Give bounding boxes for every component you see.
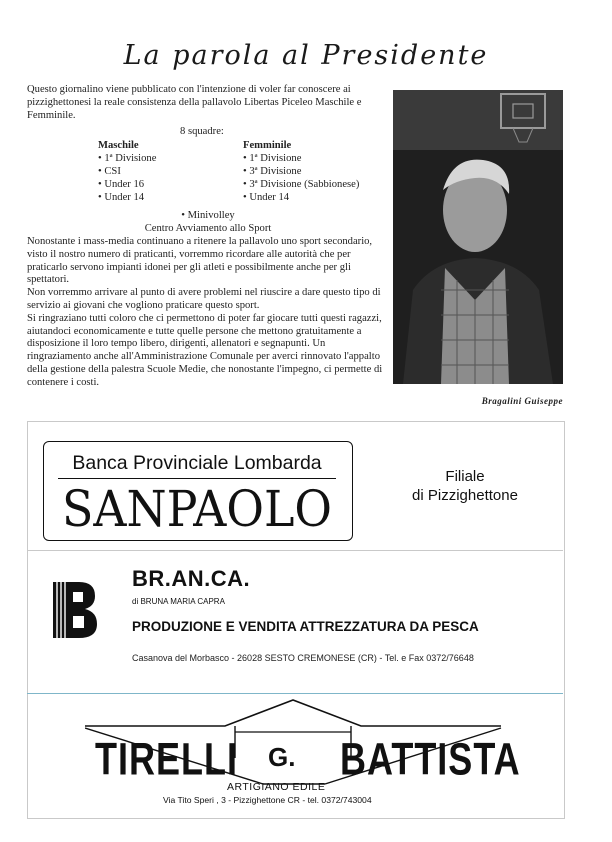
list-item: • 3ª Divisione <box>243 165 359 178</box>
tirelli-surname: BATTISTA <box>340 733 521 785</box>
list-item: • 1ª Divisione <box>98 152 156 165</box>
tirelli-subtitle: ARTIGIANO EDILE <box>227 781 326 793</box>
bank-rule <box>58 478 336 479</box>
tirelli-initial: G. <box>268 742 296 772</box>
list-item: • 3ª Divisione (Sabbionese) <box>243 178 359 191</box>
branca-description: PRODUZIONE E VENDITA ATTREZZATURA DA PESCA <box>132 619 479 634</box>
president-photo <box>393 90 563 384</box>
filiale-line: di Pizzighettone <box>412 487 518 504</box>
bank-branch <box>380 467 550 505</box>
centro-line: Centro Avviamento allo Sport <box>144 223 272 234</box>
femminile-heading: Femminile <box>243 140 292 151</box>
list-item: • 1ª Divisione <box>243 152 359 165</box>
list-item: • Under 14 <box>98 191 156 204</box>
ad-divider <box>27 550 563 551</box>
list-item: • Under 14 <box>243 191 359 204</box>
filiale-line: Filiale <box>445 468 485 485</box>
bank-name: Banca Provinciale Lombarda <box>72 452 322 474</box>
branca-name: BR.AN.CA. <box>132 566 251 591</box>
intro-paragraph: Questo giornalino viene pubblicato con l'intenzione di voler far conoscere ai pizzighettonesi la reale consistenza della pallavolo Libertas Piceleo Maschile e Femminile. <box>27 84 362 121</box>
squadre-label: 8 squadre: <box>180 126 224 137</box>
minivolley-line: • Minivolley <box>181 210 235 221</box>
branca-owner: di BRUNA MARIA CAPRA <box>132 597 225 606</box>
maschile-heading: Maschile <box>98 140 139 151</box>
photo-caption: Bragalini Guiseppe <box>481 396 563 406</box>
body-paragraph: Nonostante i mass-media continuano a ritenere la pallavolo uno sport secondario, visto il nostro numero di praticanti, vorremmo ricordare alle autorità che per praticarlo servono impianti idonei per gli atleti e possibilmente anche per gli spettatori. <box>27 236 373 286</box>
femminile-list <box>243 139 359 204</box>
tirelli-name: TIRELLI <box>95 733 238 785</box>
branca-logo-icon <box>51 580 97 640</box>
list-item: • CSI <box>98 165 156 178</box>
body-paragraph: Si ringraziano tutti coloro che ci permettono di poter far giocare tutti questi ragazzi, aiutandoci economicamente e tutte quelle persone che mettono gratuitamente a disposizione il loro tempo libero, dirigenti, allenatori e segnapunti. Un ringraziamento anche all'Amministrazione Comunale per averci rinnovato l'appalto della gestione della palestra Scuole Medie, che nonostante l'impegno, ci permette di contenere i costi. <box>27 312 383 388</box>
sanpaolo-logo <box>58 482 336 534</box>
sanpaolo-logo-text: SANPAOLO <box>62 482 332 534</box>
maschile-list <box>98 139 156 204</box>
portrait-illustration <box>393 90 563 384</box>
body-paragraph: Non vorremmo arrivare al punto di avere problemi nel riuscire a dare questo tipo di servizio ai giovani che vogliono praticare questo sport. <box>27 287 381 311</box>
body-text <box>27 236 389 390</box>
tirelli-address: Via Tito Speri , 3 - Pizzighettone CR - tel. 0372/743004 <box>163 795 372 805</box>
branca-address: Casanova del Morbasco - 26028 SESTO CREMONESE (CR) - Tel. e Fax 0372/76648 <box>132 653 474 663</box>
ad-divider <box>27 693 563 694</box>
list-item: • Under 16 <box>98 178 156 191</box>
page-title: La parola al Presidente <box>123 40 489 71</box>
